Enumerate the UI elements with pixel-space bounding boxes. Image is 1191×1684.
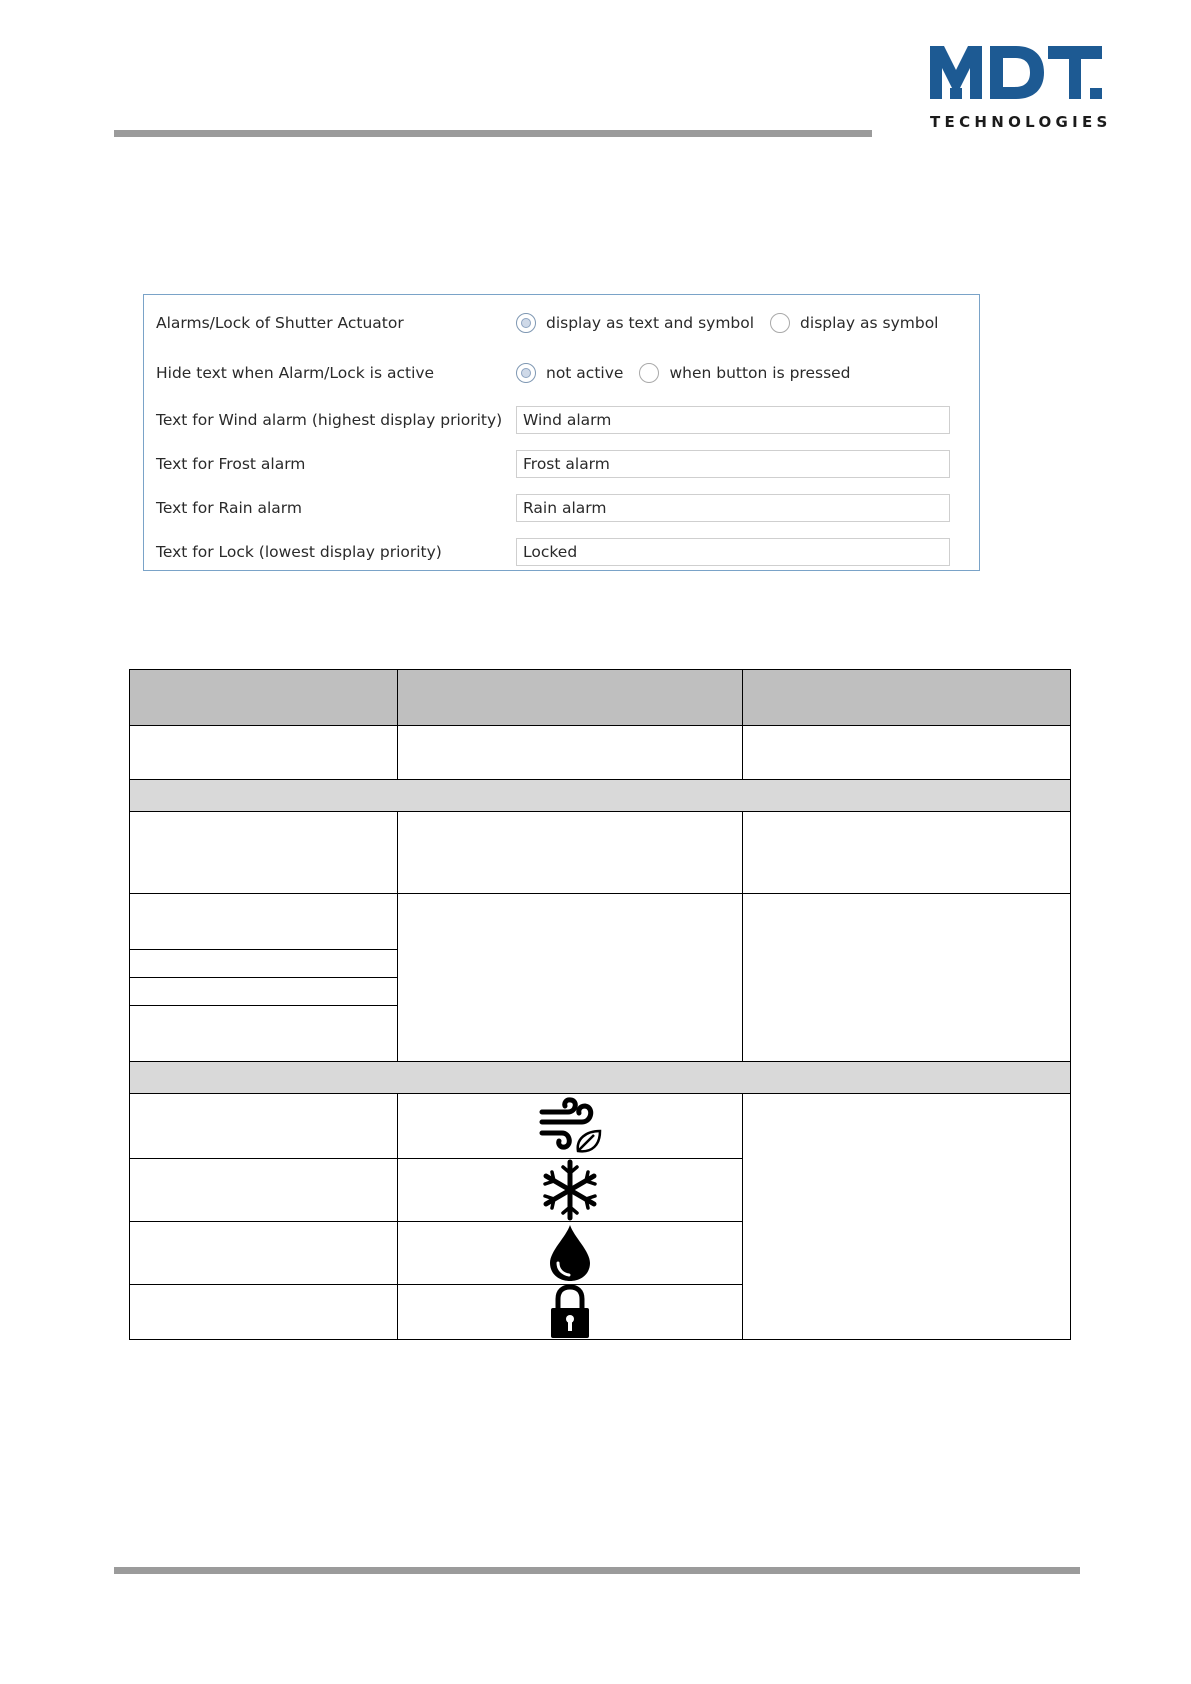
table-cell [742, 725, 1071, 780]
table-cell [397, 893, 743, 1062]
radio-label[interactable]: when button is pressed [669, 364, 851, 382]
frost-symbol-cell [397, 1158, 743, 1222]
parameter-dialog [143, 294, 980, 571]
radio-when-button-pressed[interactable] [639, 363, 659, 383]
radio-label[interactable]: display as symbol [800, 314, 939, 332]
param-row-lock-text [144, 537, 979, 567]
radio-group-hide-text [516, 358, 867, 388]
rain-symbol-cell [397, 1221, 743, 1285]
param-row-hide-text [144, 358, 979, 388]
table-cell [742, 893, 1071, 1062]
wind-icon [538, 1097, 602, 1155]
param-label: Text for Frost alarm [156, 455, 306, 473]
radio-label[interactable]: not active [546, 364, 624, 382]
param-label: Alarms/Lock of Shutter Actuator [156, 314, 404, 332]
lock-symbol-cell [397, 1284, 743, 1340]
param-row-wind-text [144, 405, 979, 435]
rain-alarm-text-input[interactable]: Rain alarm [516, 494, 950, 522]
table-cell [397, 811, 743, 894]
table-cell [129, 977, 398, 1006]
lock-text-input[interactable]: Locked [516, 538, 950, 566]
frost-alarm-text-input[interactable]: Frost alarm [516, 450, 950, 478]
table-header-cell [129, 669, 398, 726]
param-label: Text for Lock (lowest display priority) [156, 543, 442, 561]
table-cell [129, 1284, 398, 1340]
padlock-icon [549, 1284, 591, 1340]
table-cell [129, 893, 398, 950]
footer-rule [114, 1567, 1080, 1574]
radio-display-text-symbol[interactable] [516, 313, 536, 333]
parameter-table [129, 669, 1071, 1340]
radio-display-symbol[interactable] [770, 313, 790, 333]
radio-label[interactable]: display as text and symbol [546, 314, 755, 332]
raindrop-icon [548, 1223, 592, 1283]
param-row-frost-text [144, 449, 979, 479]
table-section-row [129, 779, 1071, 812]
param-label: Text for Rain alarm [156, 499, 303, 517]
table-header-cell [742, 669, 1071, 726]
mdt-logo-mark [930, 44, 1102, 104]
table-cell [129, 949, 398, 978]
logo-subtitle: TECHNOLOGIES [930, 113, 1112, 131]
param-row-rain-text [144, 493, 979, 523]
table-cell [397, 725, 743, 780]
snowflake-icon [539, 1159, 601, 1221]
radio-not-active[interactable] [516, 363, 536, 383]
wind-symbol-cell [397, 1093, 743, 1159]
table-cell [129, 725, 398, 780]
param-row-alarms-lock [144, 308, 979, 338]
table-cell [742, 1093, 1071, 1340]
radio-group-alarms-lock [516, 308, 955, 338]
header-rule [114, 130, 872, 137]
table-cell [129, 1158, 398, 1222]
table-cell [129, 1093, 398, 1159]
table-cell [129, 1221, 398, 1285]
table-header-cell [397, 669, 743, 726]
mdt-logo [930, 44, 1112, 138]
table-section-row [129, 1061, 1071, 1094]
param-label: Text for Wind alarm (highest display priority) [156, 411, 503, 429]
table-cell [129, 1005, 398, 1062]
wind-alarm-text-input[interactable]: Wind alarm [516, 406, 950, 434]
param-label: Hide text when Alarm/Lock is active [156, 364, 435, 382]
table-cell [129, 811, 398, 894]
table-cell [742, 811, 1071, 894]
